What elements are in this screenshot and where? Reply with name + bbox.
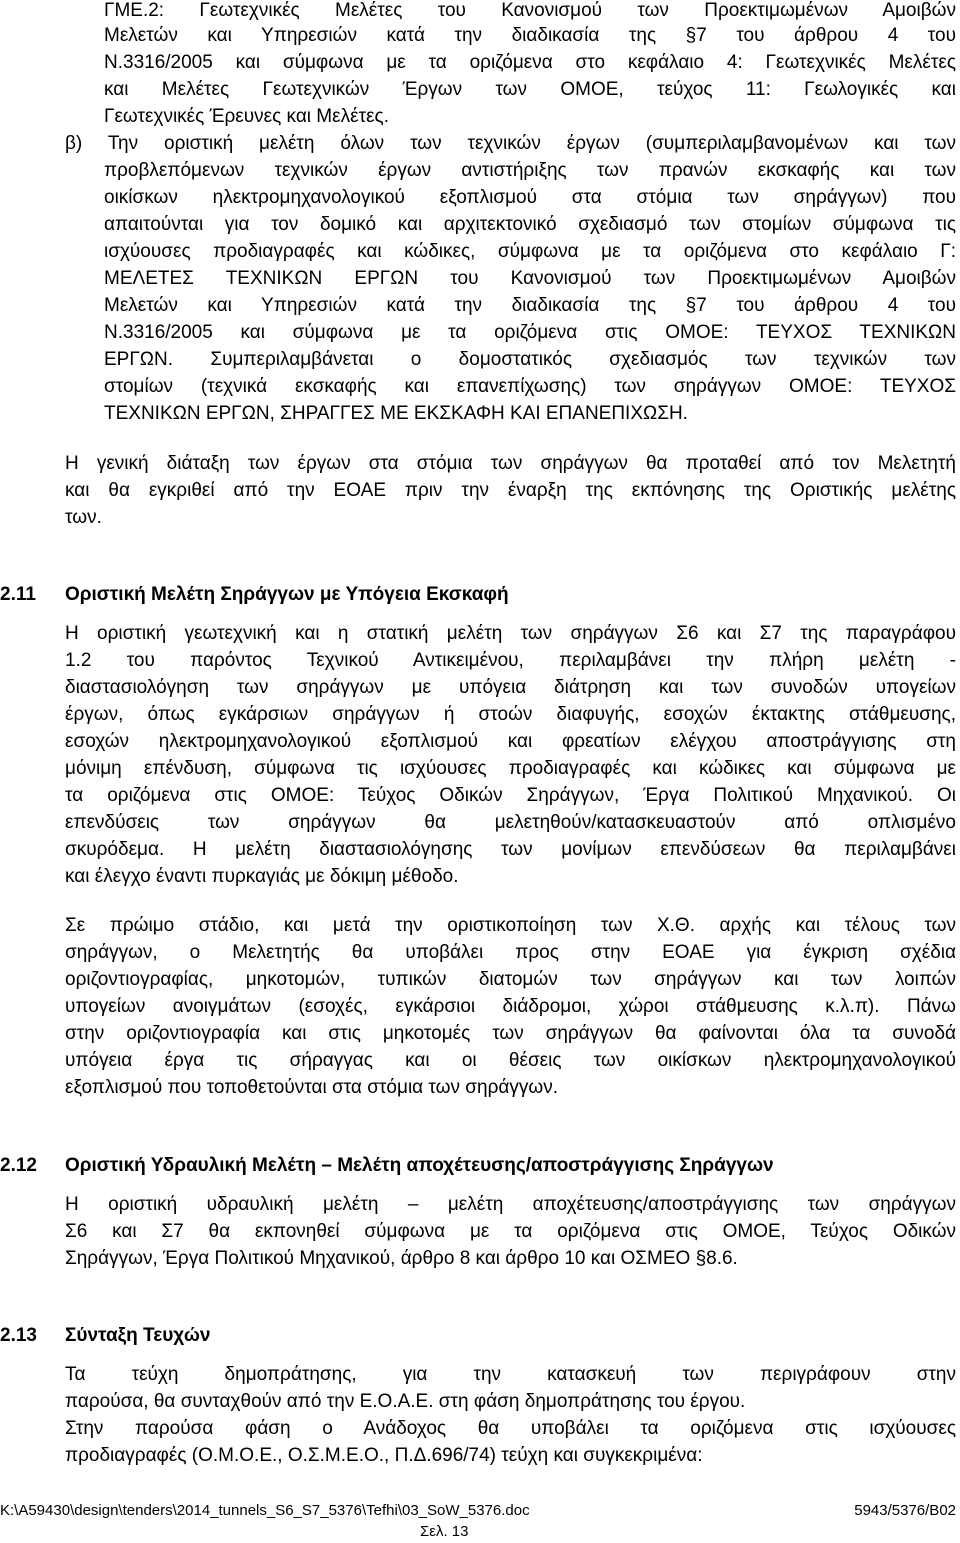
item-beta-line: στομίων (τεχνικά εκσκαφής και επανεπίχωσης) των σηράγγων ΟΜΟΕ: ΤΕΥΧΟΣ xyxy=(104,376,956,397)
paragraph-line: 1.2 του παρόντος Τεχνικού Αντικειμένου, περιλαμβάνει την πλήρη μελέτη - xyxy=(65,650,956,671)
paragraph-line: Σ6 και Σ7 θα εκπονηθεί σύμφωνα με τα οριζόμενα στις ΟΜΟΕ, Τεύχος Οδικών xyxy=(65,1221,956,1242)
paragraph-line: μόνιμη επένδυση, σύμφωνα τις ισχύουσες προδιαγραφές και κώδικες και σύμφωνα με xyxy=(65,758,956,779)
item-beta-line: ΤΕΧΝΙΚΩΝ ΕΡΓΩΝ, ΣΗΡΑΓΓΕΣ ΜΕ ΕΚΣΚΑΦΗ ΚΑΙ ΕΠΑΝΕΠΙΧΩΣΗ. xyxy=(104,403,688,424)
section-number: 2.12 xyxy=(0,1155,37,1176)
paragraph-line: παρούσα, θα συνταχθούν από την Ε.Ο.Α.Ε. στη φάση δημοπράτησης του έργου. xyxy=(65,1391,746,1412)
general-layout-line: των. xyxy=(65,507,102,528)
paragraph-line: Τα τεύχη δημοπράτησης, για την κατασκευή των περιγράφουν στην xyxy=(65,1364,956,1385)
continuation-line: Ν.3316/2005 και σύμφωνα με τα οριζόμενα στο κεφάλαιο 4: Γεωτεχνικές Μελέτες xyxy=(104,52,956,73)
section-title: Οριστική Μελέτη Σηράγγων με Υπόγεια Εκσκαφή xyxy=(65,584,509,605)
continuation-line: ΓΜΕ.2: Γεωτεχνικές Μελέτες του Κανονισμού των Προεκτιμωμένων Αμοιβών xyxy=(104,0,956,21)
continuation-line: Γεωτεχνικές Έρευνες και Μελέτες. xyxy=(104,106,389,127)
paragraph-line: τα οριζόμενα στις ΟΜΟΕ: Τεύχος Οδικών Σηράγγων, Έργα Πολιτικού Μηχανικού. Οι xyxy=(65,785,956,806)
paragraph-line: Στην παρούσα φάση ο Ανάδοχος θα υποβάλει τα οριζόμενα στις ισχύουσες xyxy=(65,1418,956,1439)
item-beta-line: απαιτούνται για τον δομικό και αρχιτεκτονικό σχεδιασμό των στομίων σύμφωνα τις xyxy=(104,214,956,235)
paragraph-line: Σε πρώιμο στάδιο, και μετά την οριστικοποίηση των Χ.Θ. αρχής και τέλους των xyxy=(65,915,956,936)
footer-document-code: 5943/5376/B02 xyxy=(854,1502,956,1519)
paragraph-line: υπόγεια έργα τις σήραγγας και οι θέσεις των οικίσκων ηλεκτρομηχανολογικού xyxy=(65,1050,956,1071)
item-beta-line: οικίσκων ηλεκτρομηχανολογικού εξοπλισμού στα στόμια των σηράγγων) που xyxy=(104,187,956,208)
item-beta-line: ΜΕΛΕΤΕΣ ΤΕΧΝΙΚΩΝ ΕΡΓΩΝ του Κανονισμού των Προεκτιμωμένων Αμοιβών xyxy=(104,268,956,289)
item-beta-line: Ν.3316/2005 και σύμφωνα με τα οριζόμενα στις ΟΜΟΕ: ΤΕΥΧΟΣ ΤΕΧΝΙΚΩΝ xyxy=(104,322,956,343)
paragraph-line: σκυρόδεμα. Η μελέτη διαστασιολόγησης των μονίμων επενδύσεων θα περιλαμβάνει xyxy=(65,839,956,860)
paragraph-line: εσοχών ηλεκτρομηχανολογικού εξοπλισμού και φρεατίων ελέγχου αποστράγγισης στη xyxy=(65,731,956,752)
item-beta-line: Μελετών και Υπηρεσιών κατά την διαδικασία της §7 του άρθρου 4 του xyxy=(104,295,956,316)
paragraph-line: οριζοντιογραφίας, μηκοτομών, τυπικών διατομών των σηράγγων και των λοιπών xyxy=(65,969,956,990)
paragraph-line: Η οριστική γεωτεχνική και η στατική μελέτη των σηράγγων Σ6 και Σ7 της παραγράφου xyxy=(65,623,956,644)
general-layout-line: Η γενική διάταξη των έργων στα στόμια των σηράγγων θα προταθεί από τον Μελετητή xyxy=(65,453,956,474)
item-beta-line: ισχύουσες προδιαγραφές και κώδικες, σύμφωνα με τα οριζόμενα στο κεφάλαιο Γ: xyxy=(104,241,956,262)
footer-page-number: Σελ. 13 xyxy=(420,1523,469,1540)
footer-file-path: K:\A59430\design\tenders\2014_tunnels_S6_S7_5376\Tefhi\03_SoW_5376.doc xyxy=(0,1502,530,1519)
paragraph-line: διαστασιολόγηση των σηράγγων με υπόγεια διάτρηση και των συνοδών υπογείων xyxy=(65,677,956,698)
paragraph-line: σηράγγων, ο Μελετητής θα υποβάλει προς στην ΕΟΑΕ για έγκριση σχέδια xyxy=(65,942,956,963)
general-layout-line: και θα εγκριθεί από την ΕΟΑΕ πριν την έναρξη της εκπόνησης της Οριστικής μελέτης xyxy=(65,480,956,501)
section-title: Σύνταξη Τευχών xyxy=(65,1325,211,1346)
section-title: Οριστική Υδραυλική Μελέτη – Μελέτη αποχέτευσης/αποστράγγισης Σηράγγων xyxy=(65,1155,774,1176)
paragraph-line: εξοπλισμού που τοποθετούνται στα στόμια των σηράγγων. xyxy=(65,1077,558,1098)
paragraph-line: Η οριστική υδραυλική μελέτη – μελέτη αποχέτευσης/αποστράγγισης των σηράγγων xyxy=(65,1194,956,1215)
paragraph-line: στην οριζοντιογραφία και στις μηκοτομές των σηράγγων θα φαίνονται όλα τα συνοδά xyxy=(65,1023,956,1044)
continuation-line: και Μελέτες Γεωτεχνικών Έργων των ΟΜΟΕ, τεύχος 11: Γεωλογικές και xyxy=(104,79,956,100)
item-beta-line: προβλεπόμενων τεχνικών έργων αντιστήριξης των πρανών εκσκαφής και των xyxy=(104,160,956,181)
item-beta-line: β) Την οριστική μελέτη όλων των τεχνικών έργων (συμπεριλαμβανομένων και των xyxy=(65,133,956,154)
section-number: 2.11 xyxy=(0,584,36,605)
item-beta-line: ΕΡΓΩΝ. Συμπεριλαμβάνεται ο δομοστατικός σχεδιασμός των τεχνικών των xyxy=(104,349,956,370)
paragraph-line: και έλεγχο έναντι πυρκαγιάς με δόκιμη μέθοδο. xyxy=(65,866,459,887)
paragraph-line: έργων, όπως εγκάρσιων σηράγγων ή στοών διαφυγής, εσοχών έκτακτης στάθμευσης, xyxy=(65,704,956,725)
paragraph-line: υπογείων ανοιγμάτων (εσοχές, εγκάρσιοι διάδρομοι, χώροι στάθμευσης κ.λ.π). Πάνω xyxy=(65,996,956,1017)
section-number: 2.13 xyxy=(0,1325,37,1346)
paragraph-line: Σηράγγων, Έργα Πολιτικού Μηχανικού, άρθρο 8 και άρθρο 10 και ΟΣΜΕΟ §8.6. xyxy=(65,1248,738,1269)
paragraph-line: προδιαγραφές (Ο.Μ.Ο.Ε., Ο.Σ.Μ.Ε.Ο., Π.Δ.696/74) τεύχη και συγκεκριμένα: xyxy=(65,1445,703,1466)
continuation-line: Μελετών και Υπηρεσιών κατά την διαδικασία της §7 του άρθρου 4 του xyxy=(104,25,956,46)
paragraph-line: επενδύσεις των σηράγγων θα μελετηθούν/κατασκευαστούν από οπλισμένο xyxy=(65,812,956,833)
